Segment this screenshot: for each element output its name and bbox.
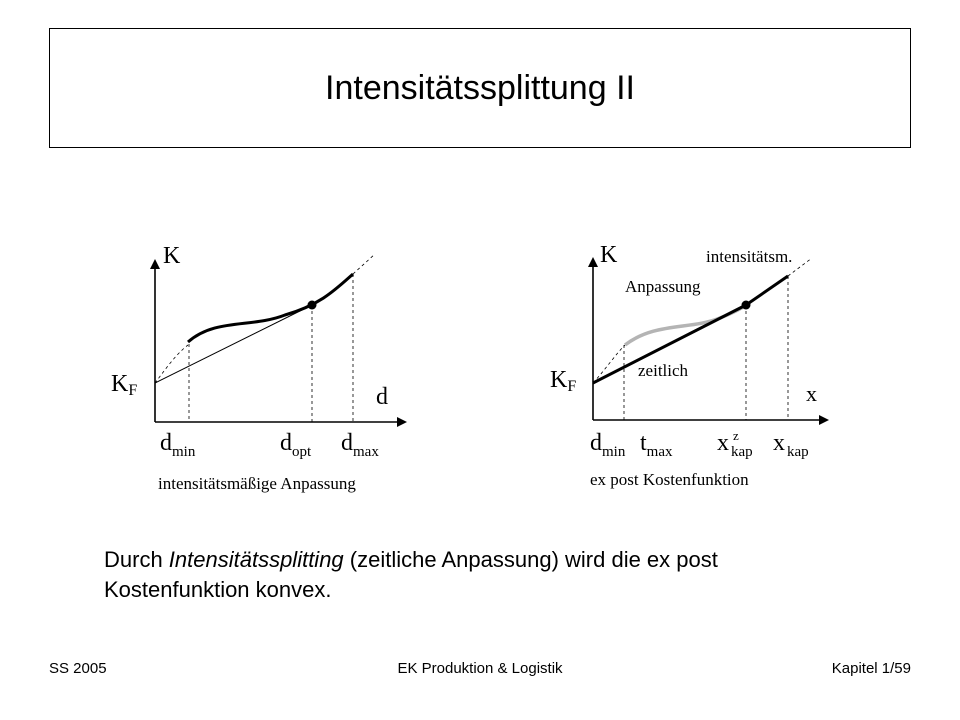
caption-before: Durch bbox=[104, 547, 169, 572]
right-expost-upper-segment bbox=[746, 276, 788, 305]
left-diagram-subtitle: intensitätsmäßige Anpassung bbox=[158, 474, 356, 493]
right-dmin-label: $d_{min}$ bbox=[590, 430, 626, 460]
left-dmin-label: $d_{min}$ bbox=[160, 430, 196, 460]
right-xkapz-sup: z bbox=[733, 428, 739, 443]
left-cost-curve-dashed-start bbox=[155, 345, 188, 383]
right-xkapz-base: x bbox=[717, 430, 729, 456]
right-curve-label-line1: intensitätsm. bbox=[706, 247, 793, 266]
right-intensity-curve bbox=[625, 305, 746, 345]
left-cost-curve bbox=[188, 274, 353, 342]
left-tangent-line bbox=[155, 305, 312, 383]
right-intensity-curve-dashed-start bbox=[593, 345, 625, 383]
right-x-axis-label: x bbox=[806, 381, 817, 406]
right-diagram bbox=[550, 242, 824, 489]
caption-emphasis: Intensitätssplitting bbox=[168, 547, 344, 572]
left-fixed-cost-label: KF bbox=[111, 371, 138, 399]
footer-course: EK Produktion & Logistik bbox=[397, 660, 563, 677]
slide-caption bbox=[104, 545, 864, 605]
right-line-label: zeitlich bbox=[638, 361, 689, 380]
left-dopt-label: $d_{opt}$ bbox=[280, 430, 312, 460]
footer-chapter: Kapitel 1/59 bbox=[831, 660, 911, 677]
left-diagram bbox=[111, 243, 402, 493]
right-diagram-subtitle: ex post Kostenfunktion bbox=[590, 470, 749, 489]
right-fixed-cost-label: KF bbox=[550, 367, 577, 395]
left-x-axis-label: d bbox=[376, 384, 388, 410]
right-curve-label-line2: Anpassung bbox=[625, 277, 701, 296]
right-tmax-label: $t_{max}$ bbox=[640, 430, 673, 460]
left-y-axis-label: K bbox=[163, 243, 181, 269]
footer-semester: SS 2005 bbox=[49, 660, 107, 677]
right-xkapz-sub: kap bbox=[731, 444, 753, 460]
left-dmax-label: $d_{max}$ bbox=[341, 430, 379, 460]
caption-after: (zeitliche Anpassung) wird die ex post Kostenfunktion konvex. bbox=[104, 547, 718, 602]
left-cost-curve-dashed-end bbox=[353, 254, 375, 274]
right-y-axis-label: K bbox=[600, 242, 618, 268]
right-xkap-label: x $_{kap}$ bbox=[773, 430, 809, 460]
slide-title: Intensitätssplittung II bbox=[325, 68, 635, 107]
